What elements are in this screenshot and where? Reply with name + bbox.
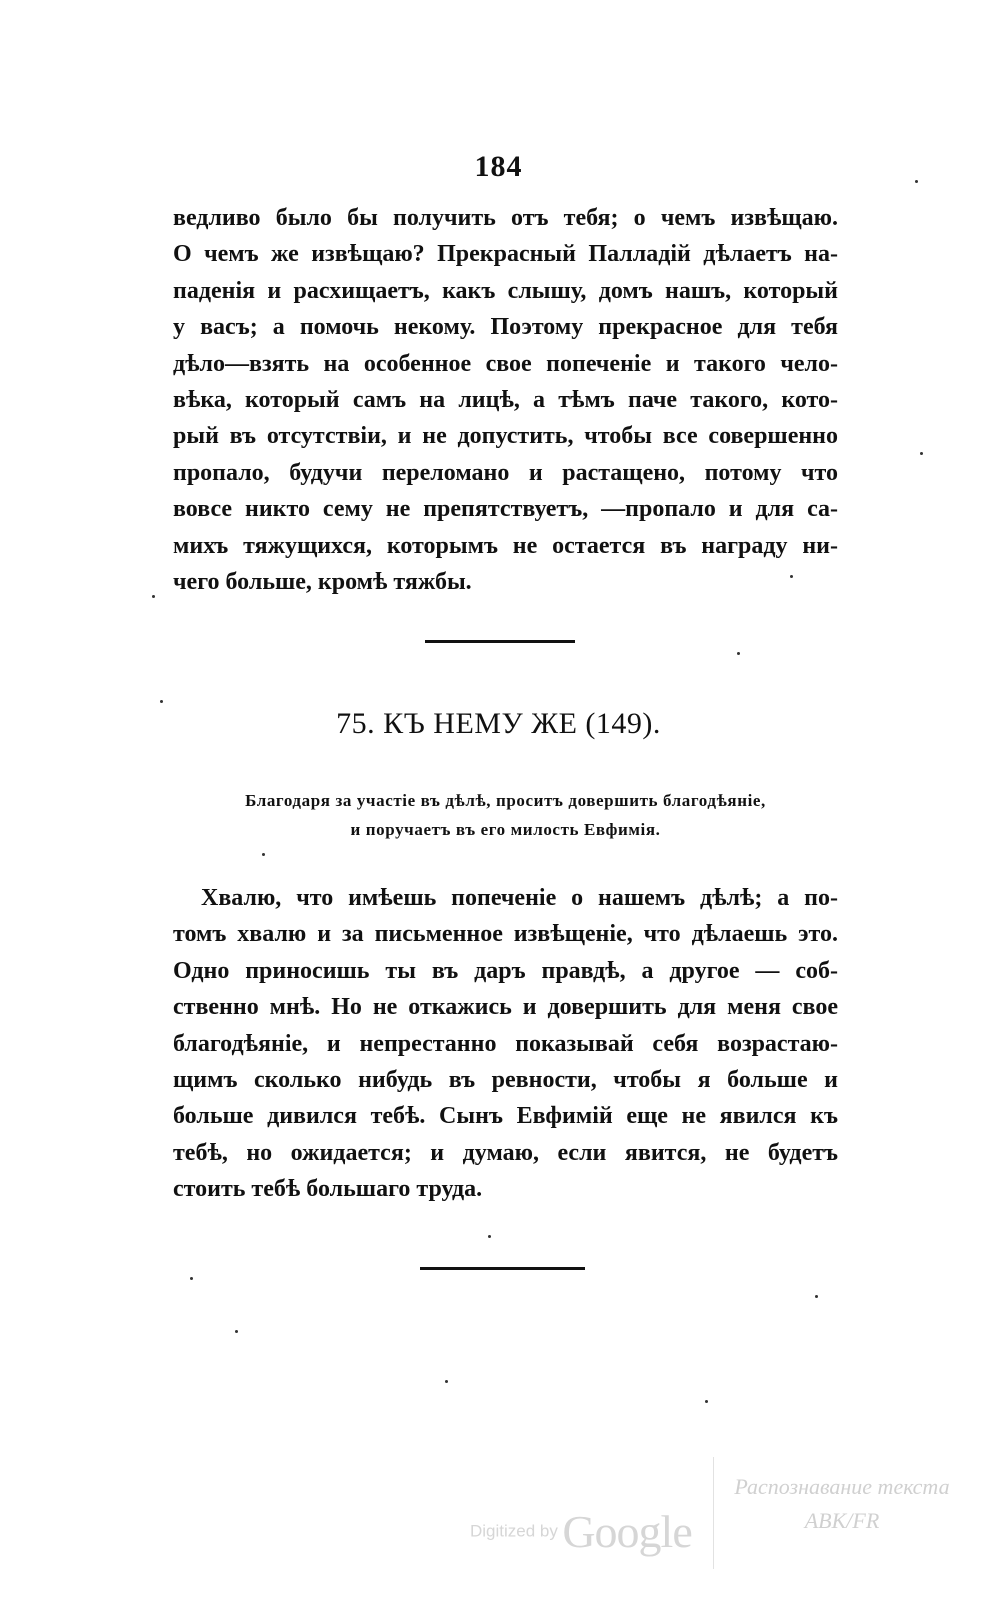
scan-speck (235, 1330, 238, 1333)
text-line: Одно приносишь ты въ даръ правдѣ, а другое — соб- (173, 957, 838, 984)
scan-speck (445, 1380, 448, 1383)
text-line: благодѣяніе, и непрестанно показывай себя возрастаю- (173, 1030, 838, 1057)
text-line: ственно мнѣ. Но не откажись и довершить для меня свое (173, 994, 838, 1021)
summary-line: Благодаря за участіе въ дѣлѣ, проситъ довершить благодѣяніе, (245, 791, 766, 810)
scan-speck (160, 700, 163, 703)
scan-speck (815, 1295, 818, 1298)
text-line: щимъ сколько нибудь въ ревности, чтобы я больше и (173, 1066, 838, 1093)
letter-continuation (173, 200, 838, 600)
watermark-separator (713, 1457, 714, 1569)
end-divider (420, 1267, 585, 1270)
scan-speck (920, 452, 923, 455)
chapter-body (173, 880, 838, 1208)
scan-speck (262, 853, 265, 856)
chapter-summary (173, 786, 838, 844)
stamp-line: ABK/FR (804, 1508, 880, 1533)
text-line: чего больше, кромѣ тяжбы. (173, 568, 472, 595)
scan-speck (190, 1277, 193, 1280)
scan-speck (737, 652, 740, 655)
text-line: рый въ отсутствіи, и не допустить, чтобы все совершенно (173, 423, 838, 450)
summary-line: и поручаетъ въ его милость Евфимія. (350, 820, 661, 839)
text-line: О чемъ же извѣщаю? Прекрасный Палладій дѣлаетъ на- (173, 241, 838, 268)
text-line: тебѣ, но ожидается; и думаю, если явится, не будетъ (173, 1139, 838, 1166)
scan-speck (488, 1235, 491, 1238)
digitized-by-text: Digitized by (470, 1521, 558, 1541)
scan-speck (705, 1400, 708, 1403)
text-line: пропало, будучи переломано и растащено, потому что (173, 459, 838, 486)
text-line: томъ хвалю и за письменное извѣщеніе, что дѣлаешь это. (173, 921, 838, 948)
text-line: дѣло—взять на особенное свое попеченіе и такого чело- (173, 350, 838, 377)
page-number: 184 (474, 150, 523, 183)
scan-speck (915, 180, 918, 183)
google-logo: Google (562, 1506, 692, 1557)
text-line: стоить тебѣ большаго труда. (173, 1176, 483, 1203)
text-line: вовсе никто сему не препятствуетъ, —пропало и для са- (173, 496, 838, 523)
text-line: ведливо было бы получить отъ тебя; о чемъ извѣщаю. (173, 205, 838, 231)
text-line: больше дивился тебѣ. Сынъ Евфимій еще не явился къ (173, 1103, 838, 1130)
scan-speck (790, 575, 793, 578)
scan-speck (152, 595, 155, 598)
section-divider (425, 640, 575, 643)
text-line: вѣка, который самъ на лицѣ, а тѣмъ паче такого, кото- (173, 386, 838, 413)
text-line: михъ тяжущихся, которымъ не остается въ награду ни- (173, 532, 838, 559)
chapter-title: 75. КЪ НЕМУ ЖЕ (149). (336, 707, 661, 740)
text-line: паденія и расхищаетъ, какъ слышу, домъ нашъ, который (173, 277, 838, 304)
stamp-line: Распознавание текста (734, 1474, 950, 1499)
ocr-stamp (722, 1470, 962, 1538)
text-line: Хвалю, что имѣешь попеченіе о нашемъ дѣлѣ; а по- (201, 885, 838, 911)
text-line: у васъ; а помочь некому. Поэтому прекрасное для тебя (173, 314, 838, 341)
digitized-watermark (470, 1505, 692, 1558)
